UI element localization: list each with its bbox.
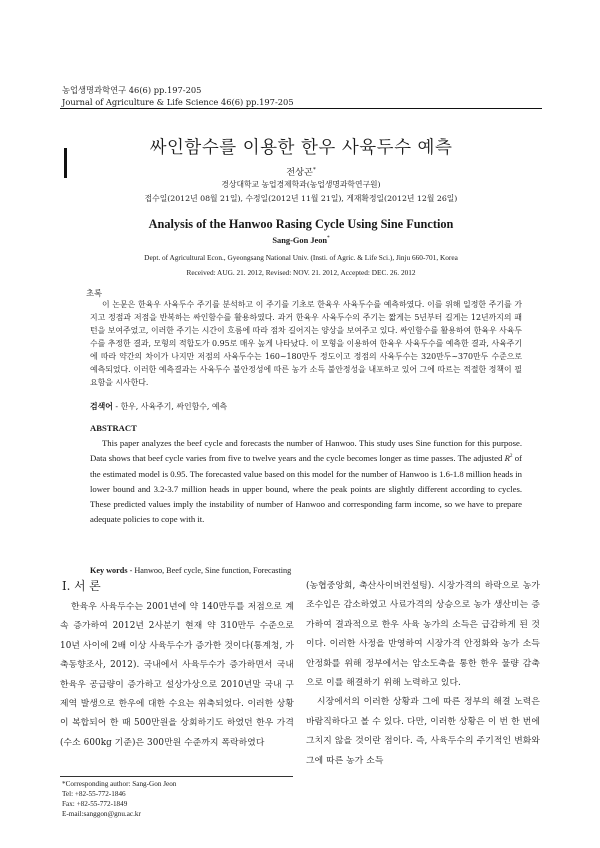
body-paragraph: 시장에서의 이러한 상황과 그에 따른 정부의 해결 노력은 바람직하다고 볼 수 있다. 다만, 이러한 상황은 이 번 한 번에 그치지 않을 것이란 점이다. 즉, 사육두수의 주기적인 변화와 그에 따른 농가 소득 xyxy=(306,697,540,766)
body-paragraph: (농협중앙회, 축산사이버컨설팅). 시장가격의 하락으로 농가 조수입은 감소하였고 사료가격의 상승으로 농가 생산비는 증가하여 결과적으로 한우 사육 농가의 소득은 급감하게 된 것이다. 이러한 사정을 반영하여 시장가격 안정화와 농가 소득 안정화를 위해 정부에서는 암소도축을 통한 한우 물량 감축으로 이를 해결하기 위해 노력하고 있다. xyxy=(306,581,540,689)
corresponding-author: *Corresponding author: Sang-Gon Jeon xyxy=(62,780,177,788)
author-korean: 전상곤* xyxy=(286,166,316,178)
body-column-left xyxy=(60,598,294,753)
author-mark-en: * xyxy=(327,236,330,242)
email: E-mail:sanggon@gnu.ac.kr xyxy=(62,810,141,818)
author-mark: * xyxy=(312,166,316,173)
affiliation-korean: 경상대학교 농업경제학과(농업생명과학연구원) xyxy=(221,180,381,189)
keywords-english: Key words - Hanwoo, Beef cycle, Sine function, Forecasting xyxy=(90,566,292,575)
abstract-korean: 이 논문은 한육우 사육두수 주기를 분석하고 이 주기를 기초로 한육우 사육두수를 예측하였다. 이를 위해 일정한 주기를 가지고 정점과 저점을 반복하는 싸인함수를 활용하였다. 과거 한육우 사육두수의 주기는 짧게는 5년부터 길게는 12년까지의 패턴을 보여주었고, 이러한 주기는 시간이 흐름에 따라 점차 길어지는 양상을 보여주고 있다. 싸인함수를 활용하여 한육우 사육두수를 추정한 결과, 모형의 적합도가 0.95로 매우 높게 나타났다. 이 모형을 이용하여 한육우 사육두수를 예측한 결과, 사육주기에 따라 약간의 차이가 나지만 저점의 사육두수는 160~180만두 정도이고 정점의 사육두수는 320만두~370만두 수준으로 예측되었다. 이러한 예측결과는 사육두수 불안정성에 따른 농가 소득 불안정성을 내포하고 있어 그에 따르는 적절한 정책이 필요함을 시사한다. xyxy=(90,300,522,387)
fax: Fax: +82-55-772-1849 xyxy=(62,800,128,808)
dates-english: Received: AUG. 21. 2012, Revised: NOV. 21. 2012, Accepted: DEC. 26. 2012 xyxy=(186,268,416,277)
journal-citation-ko: 농업생명과학연구 46(6) pp.197-205 xyxy=(62,85,202,95)
footnote-rule xyxy=(60,776,293,777)
tel: Tel: +82-55-772-1846 xyxy=(62,790,126,798)
abstract-english: This paper analyzes the beef cycle and forecasts the number of Hanwoo. This study uses Sine function for this purpose. Data shows that beef cycle varies from five to twelve years and the cycle becomes longer as time passes. The adjusted $R^2$ of the estimated model is 0.95. The forecasted value based on this model for the number of Hanwoo is 1.6-1.8 million heads in lower bound and 3.2-3.7 million heads in upper bound, where the peak points are slightly different according to cycles. These predicted values imply the instability of number of Hanwoo and corresponding farm income, so we have to prepare adequate policies to cope with it. xyxy=(90,438,523,525)
footnote xyxy=(62,779,176,819)
abstract-heading-english: ABSTRACT xyxy=(90,423,137,433)
journal-citation-en: Journal of Agriculture & Life Science 46(6) pp.197-205 xyxy=(62,97,294,107)
keywords-korean: 검색어 - 한우, 사육주기, 싸인함수, 예측 xyxy=(90,402,228,411)
title-korean: 싸인함수를 이용한 한우 사육두수 예측 xyxy=(149,138,453,158)
section-heading-introduction: Ⅰ. 서 론 xyxy=(62,579,101,593)
body-paragraph: 한육우 사육두수는 2001년에 약 140만두를 저점으로 계속 증가하여 2012년 2사분기 현재 약 310만두 수준으로 10년 사이에 2배 이상 사육두수가 증가한 것이다(통계청, 가축동향조사, 2012). 국내에서 사육두수가 증가하면서 국내 한육우 공급량이 증가하고 설상가상으로 2010년말 국내 구제역 발생으로 한우에 대한 수요는 위축되었다. 이러한 상황이 복합되어 한 때 500만원을 상회하기도 하였던 한우 가격(수소 600kg 기준)은 300만원 수준까지 폭락하였다 xyxy=(60,602,294,748)
affiliation-english: Dept. of Agricultural Econ., Gyeongsang National Univ. (Insti. of Agric. & Life Sci.), Jinju 660-701, Korea xyxy=(144,253,458,262)
body-column-right xyxy=(306,577,540,771)
author-english: Sang-Gon Jeon* xyxy=(272,236,330,245)
header-rule xyxy=(60,108,542,109)
dates-korean: 접수일(2012년 08월 21일), 수정일(2012년 11월 21일), 게재확정일(2012년 12월 26일) xyxy=(144,194,458,203)
title-english: Analysis of the Hanwoo Rasing Cycle Using Sine Function xyxy=(148,217,454,231)
abstract-heading-korean: 초록 xyxy=(86,288,103,298)
